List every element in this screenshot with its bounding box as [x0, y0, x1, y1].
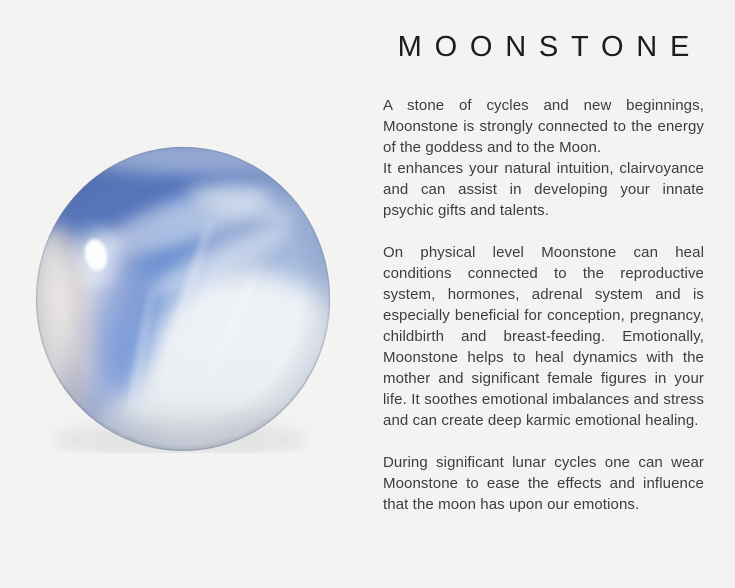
body-text	[383, 95, 704, 515]
text-column	[383, 30, 704, 515]
paragraph	[383, 242, 704, 431]
paragraph-segment: It enhances your natural intuition, clairvoyance and can assist in developing your innate psychic gifts and talents.	[383, 160, 704, 219]
paragraph-segment: A stone of cycles and new beginnings, Moonstone is strongly connected to the energy of the goddess and to the Moon.	[383, 97, 704, 156]
moonstone-gem-photo	[34, 145, 334, 453]
paragraph-segment: During significant lunar cycles one can wear Moonstone to ease the effects and influence that the moon has upon our emotions.	[383, 454, 704, 513]
paragraph	[383, 452, 704, 515]
page-title: MOONSTONE	[397, 31, 703, 63]
paragraph-segment: On physical level Moonstone can heal conditions connected to the reproductive system, hormones, adrenal system and is especially beneficial for conception, pregnancy, childbirth and breast-feeding. Emotionally, Moonstone helps to heal dynamics with the mother and significant female figures in your life. It soothes emotional imbalances and stress and can create deep karmic emotional healing.	[383, 244, 704, 429]
paragraph	[383, 95, 704, 221]
moonstone-gem-art	[34, 145, 334, 453]
